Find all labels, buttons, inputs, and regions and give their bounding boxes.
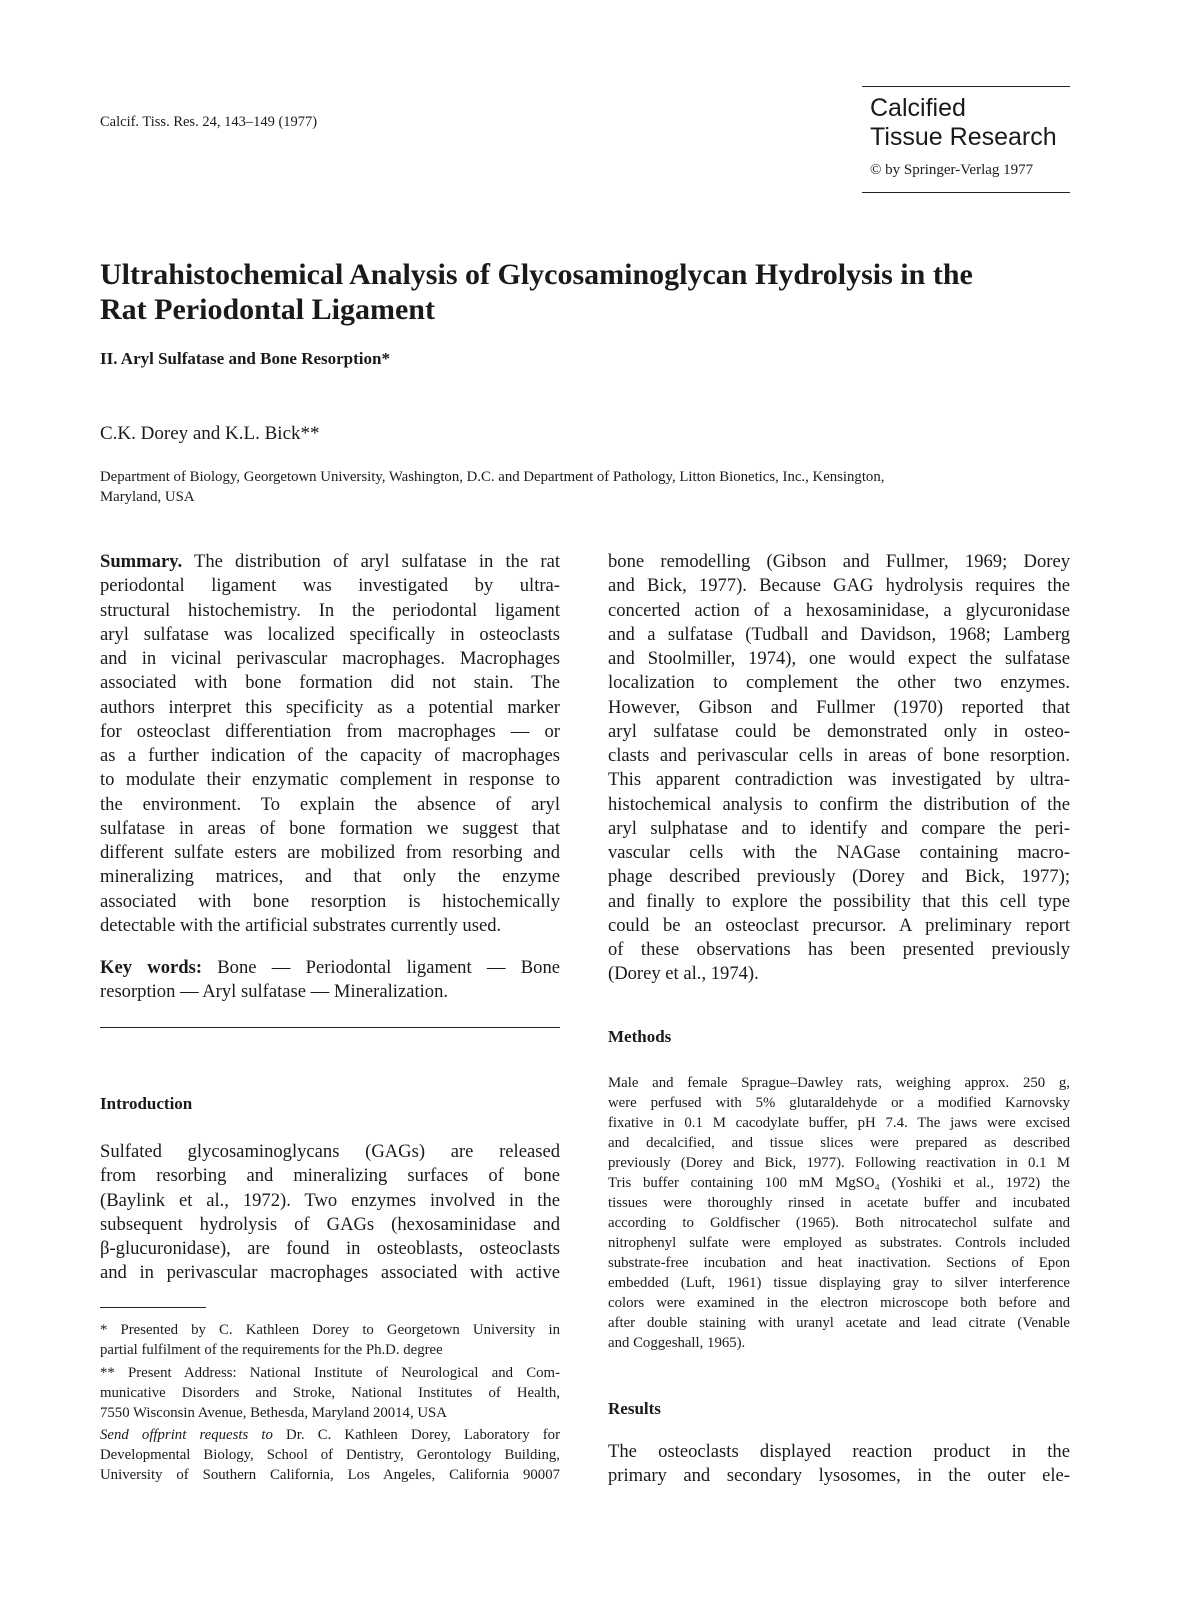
text-line — [100, 980, 560, 1004]
text-line — [100, 1140, 560, 1164]
line-text: tissues were thoroughly rinsed in acetate buffer and incubated — [608, 1195, 1070, 1211]
line-text: aryl sulfatase could be demonstrated only in osteo- — [608, 720, 1070, 742]
text-line — [100, 890, 560, 914]
text-line — [608, 1464, 1070, 1488]
line-text: embedded (Luft, 1961) tissue displaying gray to silver interference — [608, 1275, 1070, 1291]
paragraph-lead: Key words: — [100, 957, 203, 978]
text-line — [608, 1273, 1070, 1293]
text-line — [608, 574, 1070, 598]
line-text: structural histochemistry. In the periodontal ligament — [100, 599, 560, 621]
text-line — [100, 914, 560, 938]
line-text: after double staining with uranyl acetate and lead citrate (Venable — [608, 1315, 1070, 1331]
text-line — [100, 720, 560, 744]
line-text: primary and secondary lysosomes, in the outer ele- — [608, 1465, 1070, 1487]
text-line — [100, 841, 560, 865]
line-text: resorption — Aryl sulfatase — Mineralization. — [100, 981, 449, 1003]
text-line — [608, 599, 1070, 623]
authors: C.K. Dorey and K.L. Bick** — [100, 423, 320, 444]
line-text: and Bick, 1977). Because GAG hydrolysis requires the — [608, 575, 1070, 597]
paragraph-lead: Send offprint requests to — [100, 1427, 273, 1443]
line-text: (Baylink et al., 1972). Two enzymes involved in the — [100, 1189, 560, 1211]
text-line — [100, 647, 560, 671]
header-rule-bottom — [862, 192, 1070, 193]
text-line — [100, 793, 560, 817]
text-line — [608, 865, 1070, 889]
line-text: and a sulfatase (Tudball and Davidson, 1968; Lamberg — [608, 623, 1070, 645]
line-text: Male and female Sprague–Dawley rats, weighing approx. 250 g, — [608, 1075, 1070, 1091]
footnote-3 — [100, 1425, 560, 1485]
methods-paragraph — [608, 1073, 1070, 1353]
line-text: However, Gibson and Fullmer (1970) reported that — [608, 696, 1070, 718]
introduction-heading: Introduction — [100, 1094, 193, 1113]
line-text: subsequent hydrolysis of GAGs (hexosaminidase and — [100, 1213, 560, 1235]
line-text: from resorbing and mineralizing surfaces of bone — [100, 1165, 560, 1187]
line-text: ** Present Address: National Institute of Neurological and Com- — [100, 1365, 560, 1381]
methods-heading: Methods — [608, 1027, 672, 1046]
text-line — [608, 647, 1070, 671]
line-text: previously (Dorey and Bick, 1977). Following reactivation in 0.1 M — [608, 1155, 1070, 1171]
line-text: different sulfate esters are mobilized from resorbing and — [100, 842, 560, 863]
line-text: aryl sulfatase was localized specifically in osteoclasts — [100, 623, 560, 645]
footnote-2 — [100, 1363, 560, 1423]
line-text: and Stoolmiller, 1974), one would expect the sulfatase — [608, 648, 1070, 669]
line-text: This apparent contradiction was investigated by ultra- — [608, 769, 1070, 791]
line-text: and decalcified, and tissue slices were prepared as described — [608, 1135, 1070, 1151]
text-line — [608, 1093, 1070, 1113]
text-line — [100, 1320, 560, 1340]
text-line — [608, 962, 1070, 986]
line-text: Maryland, USA — [100, 489, 195, 505]
text-line — [100, 1261, 560, 1285]
line-text: Developmental Biology, School of Dentistry, Gerontology Building, — [100, 1447, 560, 1463]
text-line — [100, 1237, 560, 1261]
text-line — [608, 1233, 1070, 1253]
introduction-paragraph — [100, 1140, 560, 1286]
line-text: associated with bone formation did not stain. The — [100, 672, 560, 694]
text-line — [100, 1465, 560, 1485]
line-text: partial fulfilment of the requirements for the Ph.D. degree — [100, 1342, 443, 1358]
line-text: Dr. C. Kathleen Dorey, Laboratory for — [272, 1427, 560, 1443]
line-text: the environment. To explain the absence of aryl — [100, 793, 560, 815]
text-line — [608, 890, 1070, 914]
text-line — [608, 1440, 1070, 1464]
footnote-1 — [100, 1320, 560, 1360]
copyright-notice: © by Springer-Verlag 1977 — [870, 162, 1034, 178]
text-line — [608, 1333, 1070, 1353]
text-line — [608, 1173, 1070, 1193]
journal-name-line1: Calcified — [870, 94, 966, 122]
text-line — [608, 817, 1070, 841]
text-line — [100, 1213, 560, 1237]
text-line — [100, 1445, 560, 1465]
line-text: The distribution of aryl sulfatase in the rat — [182, 551, 560, 572]
footnote-divider — [100, 1307, 206, 1308]
text-line — [608, 914, 1070, 938]
header-rule-top — [862, 86, 1070, 87]
text-line — [608, 1133, 1070, 1153]
text-line — [608, 841, 1070, 865]
line-text: The osteoclasts displayed reaction product in the — [608, 1441, 1070, 1462]
text-line — [608, 1293, 1070, 1313]
line-text: according to Goldfischer (1965). Both nitrocatechol sulfate and — [608, 1215, 1070, 1231]
text-line — [100, 550, 560, 574]
line-text: Sulfated glycosaminoglycans (GAGs) are released — [100, 1141, 560, 1162]
text-line — [100, 1363, 560, 1383]
line-text: associated with bone resorption is histochemically — [100, 890, 560, 912]
line-text: 7550 Wisconsin Avenue, Bethesda, Maryland 20014, USA — [100, 1405, 447, 1421]
text-line — [608, 768, 1070, 792]
line-text: concerted action of a hexosaminidase, a glycuronidase — [608, 599, 1070, 621]
text-line — [100, 467, 884, 487]
text-line — [608, 1153, 1070, 1173]
line-text: and finally to explore the possibility that this cell type — [608, 890, 1070, 912]
text-line — [100, 623, 560, 647]
text-line — [608, 671, 1070, 695]
line-text: sulfatase in areas of bone formation we suggest that — [100, 817, 560, 839]
line-text: phage described previously (Dorey and Bick, 1977); — [608, 866, 1070, 888]
line-text: to modulate their enzymatic complement in response to — [100, 769, 560, 791]
paragraph-lead: Summary. — [100, 551, 183, 572]
line-text: as a further indication of the capacity of macrophages — [100, 745, 560, 766]
line-text: colors were examined in the electron microscope both before and — [608, 1295, 1070, 1311]
results-heading: Results — [608, 1399, 661, 1418]
line-text: Bone — Periodontal ligament — Bone — [202, 957, 560, 978]
line-text: authors interpret this specificity as a potential marker — [100, 696, 560, 718]
article-title — [100, 257, 1100, 327]
line-text: were perfused with 5% glutaraldehyde or a modified Karnovsky — [608, 1095, 1070, 1111]
text-line — [608, 1253, 1070, 1273]
results-paragraph — [608, 1440, 1070, 1489]
line-text: (Dorey et al., 1974). — [608, 963, 759, 985]
line-text: University of Southern California, Los Angeles, California 90007 — [100, 1467, 560, 1483]
line-text: could be an osteoclast precursor. A preliminary report — [608, 914, 1070, 936]
line-text: vascular cells with the NAGase containing macro- — [608, 842, 1070, 863]
text-line — [100, 956, 560, 980]
text-line — [100, 1189, 560, 1213]
line-text: of these observations has been presented previously — [608, 939, 1070, 960]
line-text: β-glucuronidase), are found in osteoblasts, osteoclasts — [100, 1238, 560, 1259]
line-text: clasts and perivascular cells in areas of bone resorption. — [608, 745, 1070, 766]
text-line — [608, 1213, 1070, 1233]
text-line — [100, 744, 560, 768]
text-line — [608, 938, 1070, 962]
text-line — [100, 599, 560, 623]
line-text: bone remodelling (Gibson and Fullmer, 1969; Dorey — [608, 551, 1070, 572]
text-line — [608, 793, 1070, 817]
introduction-continued-paragraph — [608, 550, 1070, 987]
text-line — [100, 1383, 560, 1403]
text-line — [100, 696, 560, 720]
line-text: aryl sulphatase and to identify and compare the peri- — [608, 817, 1070, 839]
keywords-paragraph — [100, 956, 560, 1005]
line-text: nitrophenyl sulfate were employed as substrates. Controls included — [608, 1235, 1070, 1251]
line-text: localization to complement the other two enzymes. — [608, 672, 1070, 694]
text-line — [608, 720, 1070, 744]
journal-citation: Calcif. Tiss. Res. 24, 143–149 (1977) — [100, 114, 318, 130]
title-line-1: Ultrahistochemical Analysis of Glycosaminoglycan Hydrolysis in the — [100, 258, 973, 291]
journal-name-line2: Tissue Research — [870, 123, 1057, 151]
text-line — [100, 1425, 560, 1445]
line-text: detectable with the artificial substrates currently used. — [100, 914, 502, 936]
line-text: substrate-free incubation and heat inactivation. Sections of Epon — [608, 1255, 1070, 1271]
line-text: mineralizing matrices, and that only the enzyme — [100, 866, 560, 888]
text-line — [100, 1403, 560, 1423]
text-line — [608, 623, 1070, 647]
text-line — [608, 744, 1070, 768]
line-text: * Presented by C. Kathleen Dorey to Georgetown University in — [100, 1322, 560, 1338]
summary-paragraph — [100, 550, 560, 938]
text-line — [100, 1340, 560, 1360]
text-line — [608, 1073, 1070, 1093]
line-text: and in vicinal perivascular macrophages. Macrophages — [100, 648, 560, 669]
line-text: Department of Biology, Georgetown University, Washington, D.C. and Department of Pathology, Litton Bionetics, Inc., Kensington, — [100, 469, 885, 485]
text-line — [608, 696, 1070, 720]
text-line — [100, 817, 560, 841]
line-text: municative Disorders and Stroke, National Institutes of Health, — [100, 1385, 560, 1401]
journal-name — [870, 94, 1057, 152]
text-line — [608, 550, 1070, 574]
line-text: and Coggeshall, 1965). — [608, 1335, 746, 1351]
line-text: histochemical analysis to confirm the distribution of the — [608, 793, 1070, 815]
text-line — [100, 865, 560, 889]
article-subtitle: II. Aryl Sulfatase and Bone Resorption* — [100, 349, 390, 368]
text-line — [100, 574, 560, 598]
text-line — [608, 1113, 1070, 1133]
line-text: periodontal ligament was investigated by ultra- — [100, 575, 560, 597]
text-line — [100, 1164, 560, 1188]
affiliation — [100, 467, 884, 507]
text-line — [608, 1313, 1070, 1333]
line-text: Tris buffer containing 100 mM MgSO₄ (Yoshiki et al., 1972) the — [608, 1175, 1070, 1191]
text-line — [100, 487, 884, 507]
line-text: and in perivascular macrophages associated with active — [100, 1262, 560, 1284]
line-text: for osteoclast differentiation from macrophages — or — [100, 720, 560, 742]
text-line — [608, 1193, 1070, 1213]
text-line — [100, 768, 560, 792]
title-line-2: Rat Periodontal Ligament — [100, 293, 435, 326]
line-text: fixative in 0.1 M cacodylate buffer, pH 7.4. The jaws were excised — [608, 1115, 1070, 1131]
text-line — [100, 671, 560, 695]
abstract-divider — [100, 1027, 560, 1028]
